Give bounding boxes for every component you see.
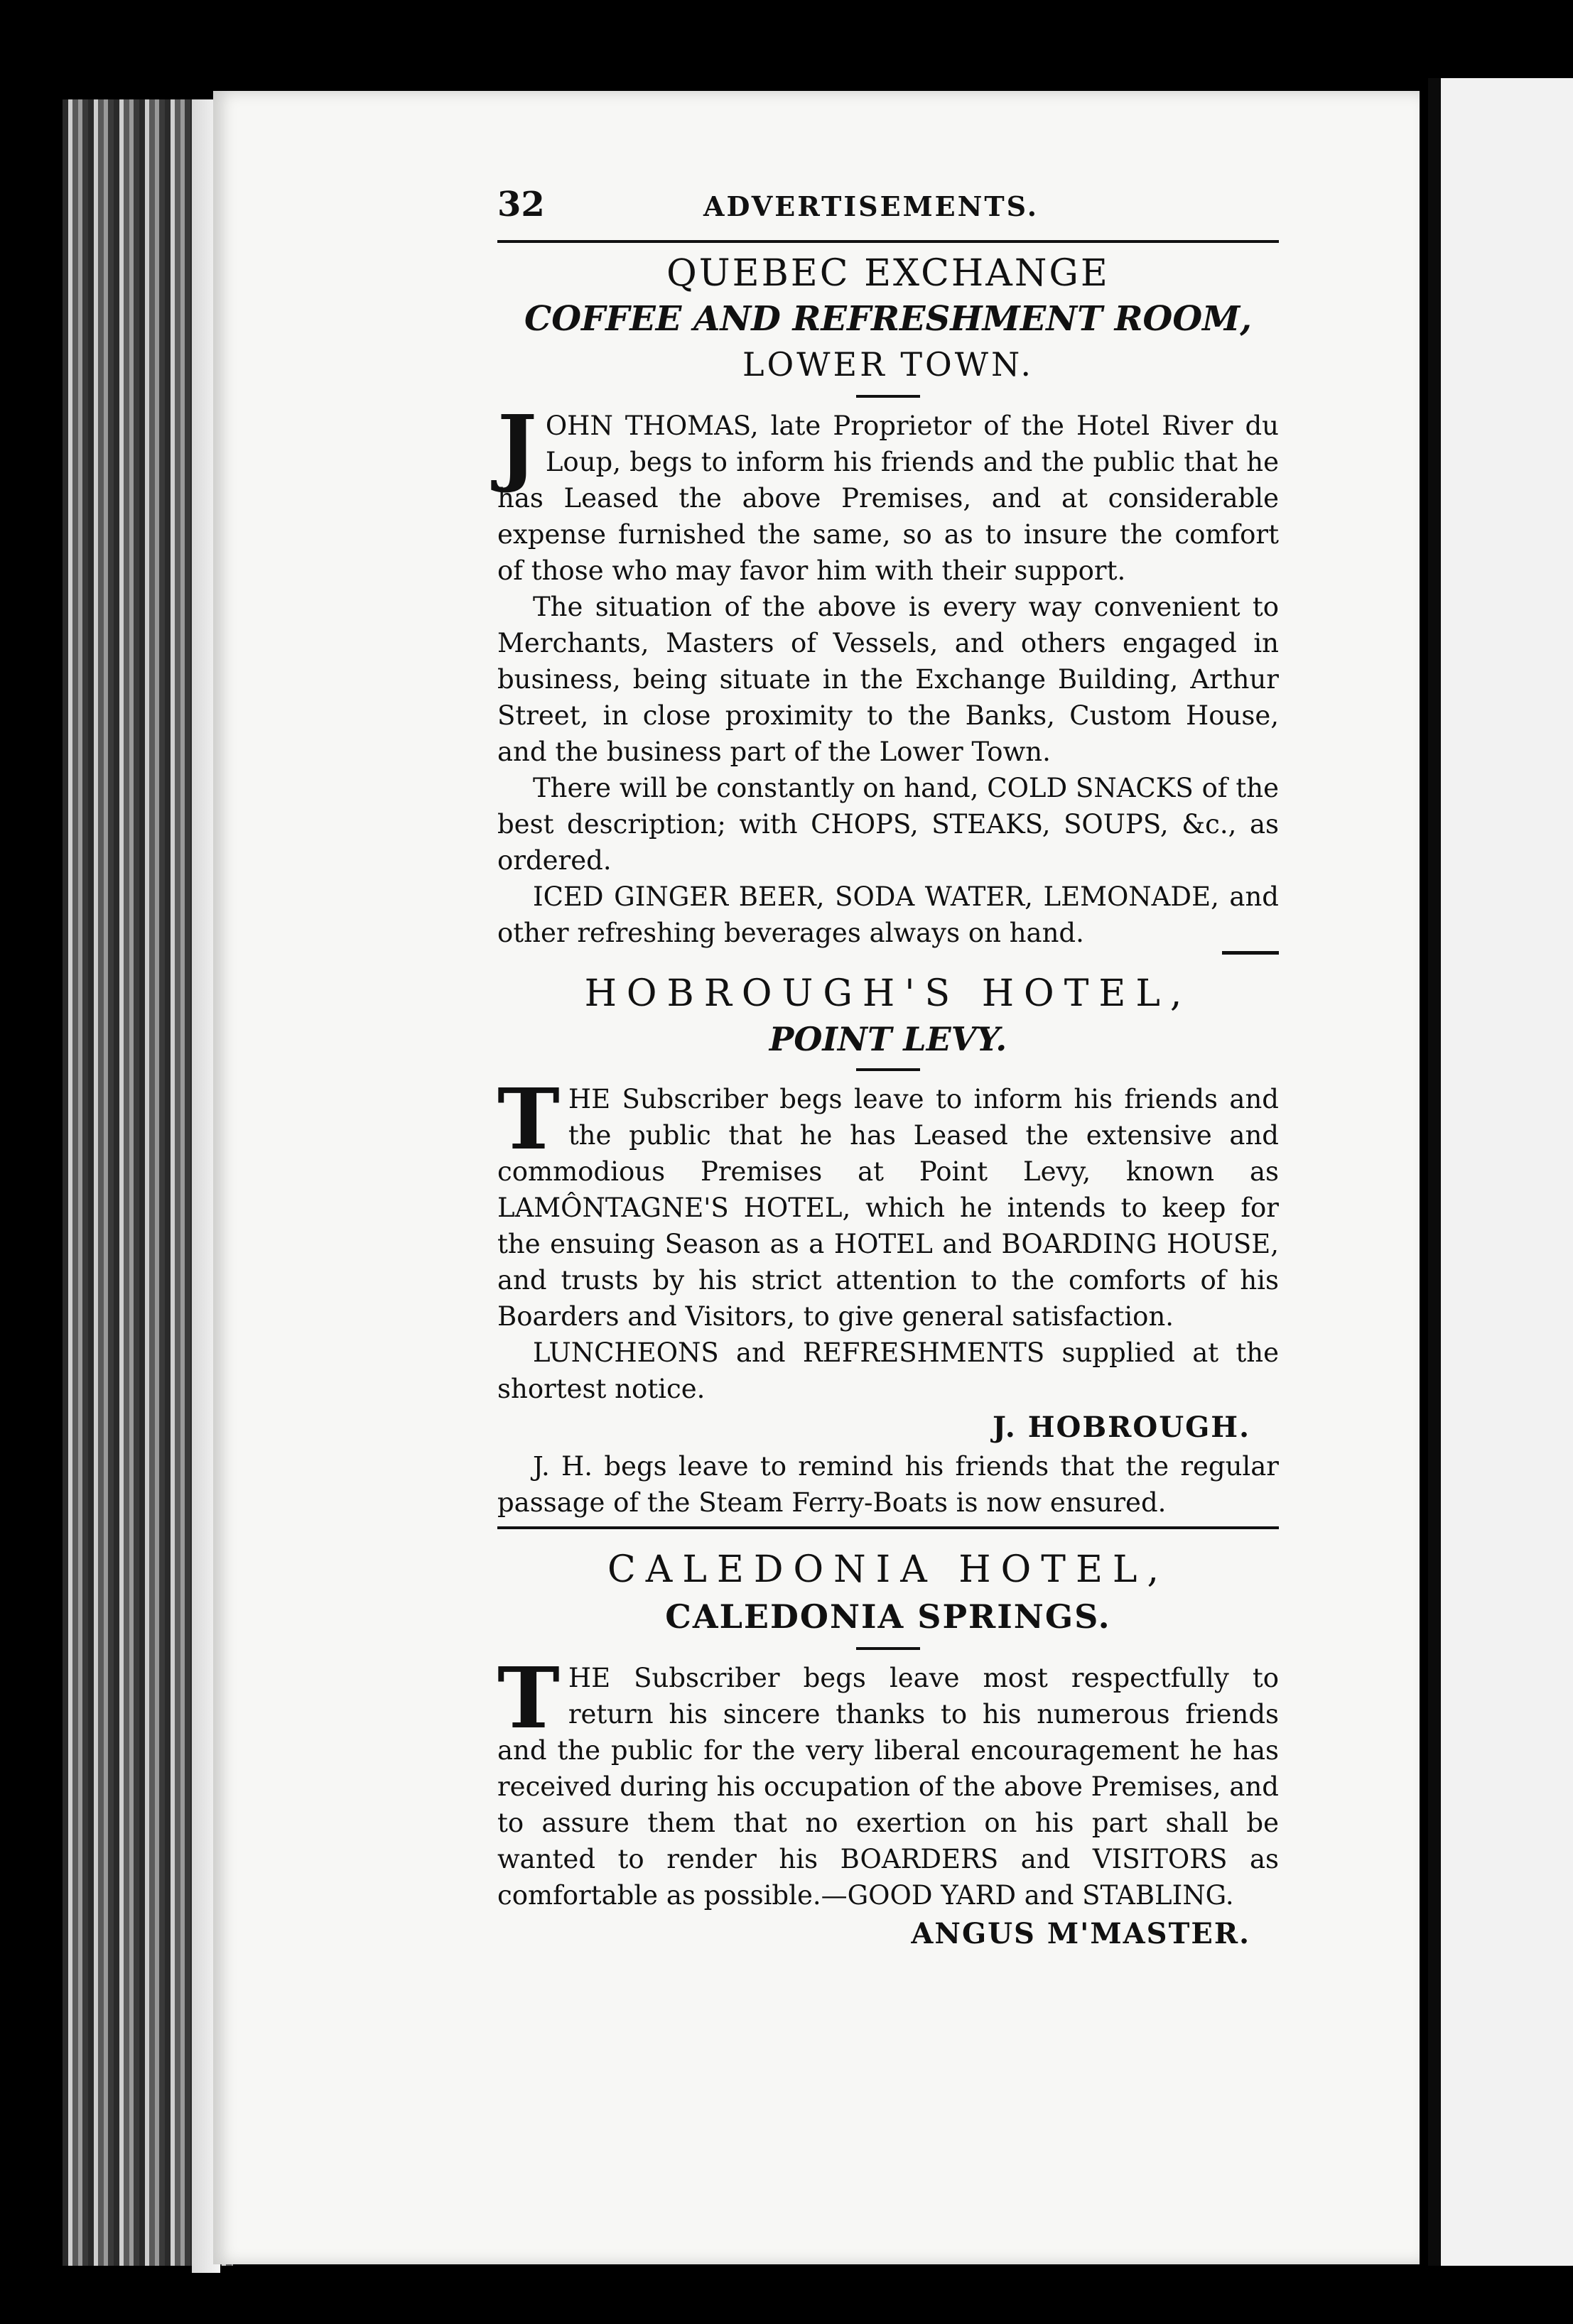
ad-hobroughs-hotel (497, 970, 1279, 1529)
ad-paragraph: There will be constantly on hand, COLD SNACKS of the best description; with CHOPS, STEAKS, SOUPS, &c., as ordered. (497, 773, 1279, 876)
divider (856, 1068, 920, 1071)
ad-title: HOBROUGH'S HOTEL, (584, 972, 1192, 1015)
ad-title: QUEBEC EXCHANGE (666, 252, 1110, 295)
ad-quebec-exchange (497, 250, 1279, 955)
drop-cap: T (497, 1070, 560, 1168)
section-rule (497, 1526, 1279, 1529)
ad-location: LOWER TOWN. (742, 345, 1034, 384)
ad-caledonia-hotel (497, 1546, 1279, 1955)
ad-paragraph: LUNCHEONS and REFRESHMENTS supplied at the shortest notice. (497, 1337, 1279, 1404)
ad-paragraph (497, 1070, 1279, 1335)
header-rule (497, 240, 1279, 243)
drop-cap: T (497, 1649, 560, 1747)
facing-page (1428, 78, 1573, 2266)
ad-subtitle: POINT LEVY. (769, 1020, 1007, 1058)
running-head (497, 185, 1279, 234)
ad-paragraph (497, 1649, 1279, 1913)
paragraph-text: HE Subscriber begs leave to inform his friends and the public that he has Leased the extensive and commodious Premises at Point Levy, known as LAMÔNTAGNE'S HOTEL, which he intends to keep for the ensuing Season as a HOTEL and BOARDING HOUSE, and trusts by his strict attention to the comforts of his Boarders and Visitors, to give general satisfaction. (497, 1084, 1279, 1332)
ad-paragraph: The situation of the above is every way convenient to Merchants, Masters of Vessels, and others engaged in business, being situate in the Exchange Building, Arthur Street, in close proximity to the Banks, Custom House, and the business part of the Lower Town. (497, 592, 1279, 767)
ad-title: CALEDONIA HOTEL, (607, 1548, 1169, 1591)
page-number: 32 (497, 185, 545, 224)
ad-location: CALEDONIA SPRINGS. (665, 1597, 1111, 1636)
signature: ANGUS M'MASTER. (911, 1917, 1250, 1950)
signature: J. HOBROUGH. (993, 1411, 1250, 1444)
running-title: ADVERTISEMENTS. (703, 190, 1039, 222)
ad-paragraph: ICED GINGER BEER, SODA WATER, LEMONADE, and other refreshing beverages always on hand. (497, 881, 1279, 948)
ad-paragraph (497, 396, 1279, 589)
paragraph-text: HE Subscriber begs leave most respectfully to return his sincere thanks to his numerous friends and the public for the very liberal encouragement he has received during his occupation of the above Premises, and to assure them that no exertion on his part shall be wanted to render his BOARDERS and VISITORS as comfortable as possible.—GOOD YARD and STABLING. (497, 1663, 1279, 1911)
divider (856, 395, 920, 398)
postscript: J. H. begs leave to remind his friends that the regular passage of the Steam Ferry-Boats is now ensured. (497, 1451, 1279, 1518)
page-content (497, 185, 1279, 1955)
paragraph-text: OHN THOMAS, late Proprietor of the Hotel River du Loup, begs to inform his friends and the public that he has Leased the above Premises, and at considerable expense furnished the same, so as to insure the comfort of those who may favor him with their support. (497, 411, 1279, 586)
ad-subtitle: COFFEE AND REFRESHMENT ROOM, (524, 299, 1252, 339)
drop-cap: J (497, 396, 537, 495)
divider (856, 1647, 920, 1650)
